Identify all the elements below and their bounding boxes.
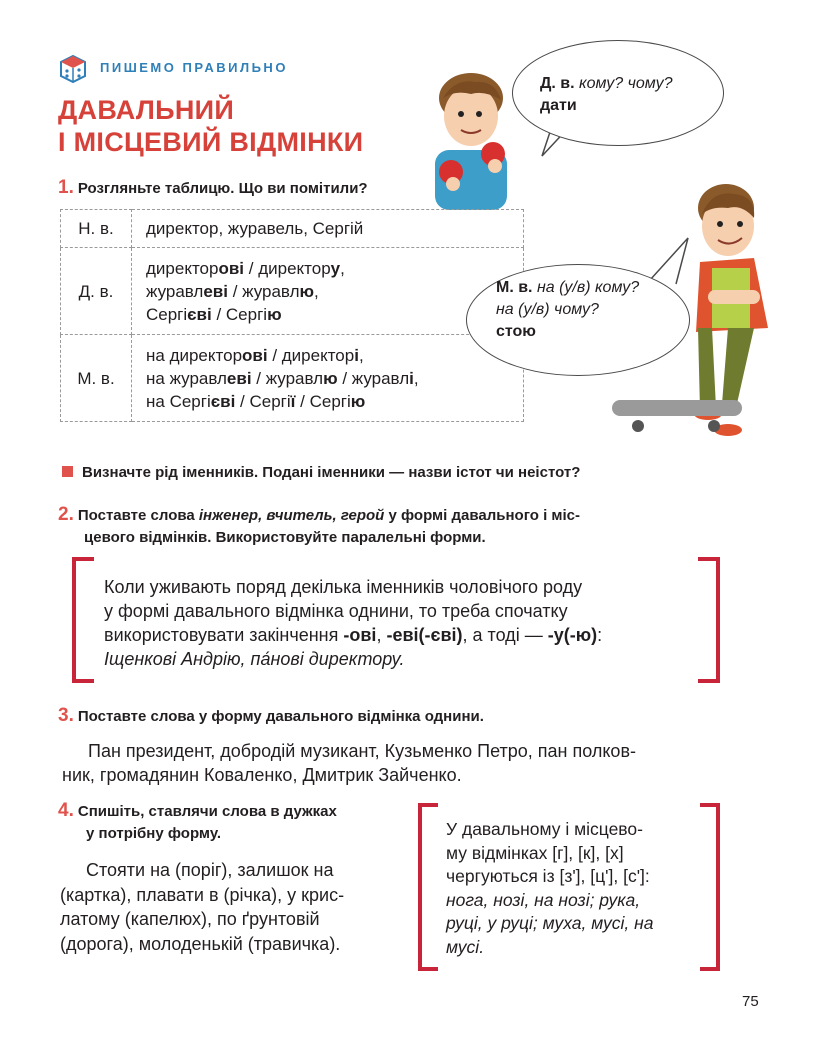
rule-2-line-2: му відмінках [г], [к], [х] — [446, 842, 624, 863]
ending-segment: ові — [242, 345, 268, 365]
rule-1-colon: : — [597, 625, 603, 645]
task-3 — [58, 705, 484, 728]
stem-segment: / Сергі — [295, 391, 351, 411]
table-row — [61, 248, 524, 335]
rule-1-line-2: у формі давального відмінка однини, то треба спочатку — [104, 601, 568, 621]
case-endings-table — [60, 209, 524, 422]
task-4-number: 4. — [58, 800, 74, 821]
rule-2-line-5: руці, у руці; муха, мусі, на — [446, 913, 654, 933]
rule-1-line-1: Коли уживають поряд декілька іменників чоловічого роду — [104, 577, 583, 597]
rule-1-text-b: , а тоді — — [462, 625, 548, 645]
rule-1-right-bracket — [698, 557, 720, 683]
task-4-line-2: у потрібну форму. — [86, 825, 222, 842]
rule-2-text — [446, 818, 694, 959]
rule-1-text-a: використовувати закінчення — [104, 625, 344, 645]
rule-2-line-6: мусі. — [446, 936, 485, 957]
ending-evi: -еві(-єві) — [386, 625, 463, 645]
rule-1-left-bracket — [72, 557, 94, 683]
ending-segment: ю — [323, 368, 338, 388]
task-2-text-b: у формі давального і міс- — [384, 507, 581, 524]
forms-cell — [132, 248, 524, 335]
ending-segment: ю — [299, 281, 315, 301]
stem-segment: директор — [146, 258, 219, 278]
locative-case-label: М. в. — [496, 279, 533, 296]
stem-segment: / директор — [244, 258, 331, 278]
rule-1-example — [104, 647, 692, 671]
task-3-number: 3. — [58, 705, 74, 726]
boy-on-skateboard-illustration — [604, 178, 784, 448]
form-line — [146, 280, 513, 303]
page-title — [58, 94, 363, 158]
ending-segment: ї — [290, 391, 296, 411]
rule-1-example-a: Іщенкові Андрію, па — [104, 649, 271, 669]
task-3-text: Поставте слова у форму давального відмінка однини. — [77, 708, 484, 725]
stem-segment: / журавл — [227, 281, 300, 301]
stem-segment: , — [413, 368, 419, 388]
task-4-text-1: Стояти на (поріг), залишок на — [86, 860, 334, 880]
case-cell: Д. в. — [61, 248, 132, 335]
rule-1-line-3 — [104, 623, 692, 647]
ending-segment: у — [330, 258, 341, 278]
ending-segment: єві — [210, 391, 236, 411]
stem-segment: / Сергі — [211, 304, 268, 324]
ending-segment: еві — [203, 281, 228, 301]
rule-1-example-b: нові директору. — [270, 649, 405, 669]
form-line — [146, 217, 513, 240]
ending-segment: еві — [226, 368, 252, 388]
task-1 — [58, 177, 368, 200]
stem-segment: / журавл — [337, 368, 410, 388]
rule-2-right-bracket — [700, 803, 720, 971]
rule-2-line-3: чергуються із [з'], [ц'], [с']: — [446, 866, 650, 886]
rule-2-line-4: нога, нозі, на нозі; рука, — [446, 889, 641, 910]
ending-segment: ю — [267, 304, 282, 324]
table-row — [61, 210, 524, 248]
stem-segment: Сергі — [146, 304, 188, 324]
task-1-text: Розгляньте таблицю. Що ви помітили? — [77, 180, 368, 197]
form-line — [146, 390, 513, 413]
section-label: ПИШЕМО ПРАВИЛЬНО — [100, 60, 288, 75]
task-2-words: інженер, вчитель, герой — [198, 507, 385, 524]
task-2 — [58, 504, 580, 549]
stem-segment: на директор — [146, 345, 243, 365]
dative-question: кому? чому? — [579, 75, 673, 92]
task-4-text-2: (картка), плавати в (річка), у крис- — [60, 884, 345, 905]
form-line — [146, 367, 513, 390]
stem-segment: на журавл — [146, 368, 227, 388]
rule-1-text — [104, 575, 692, 671]
bullet-task-text: Визначте рід іменників. Подані іменники — назви істот чи неістот? — [82, 464, 581, 481]
locative-verb: стою — [496, 323, 536, 340]
task-4-text-4: (дорога), молоденькій (травичка). — [60, 933, 341, 954]
stem-segment: / директор — [267, 345, 355, 365]
rule-1-sep: , — [376, 625, 387, 645]
dative-verb: дати — [540, 97, 577, 114]
ending-segment: ю — [350, 391, 366, 411]
task-3-body — [62, 739, 732, 787]
stem-segment: / Сергі — [235, 391, 291, 411]
stem-segment: , — [340, 258, 345, 278]
forms-cell — [132, 210, 524, 248]
task-2-text-c: цевого відмінків. Використовуйте паралельні форми. — [84, 529, 486, 546]
task-3-line-2: ник, громадянин Коваленко, Дмитрик Зайченко. — [62, 765, 462, 785]
form-line — [146, 257, 513, 280]
task-4-text-3: латому (капелюх), по ґрунтовій — [60, 909, 320, 929]
stem-segment: журавл — [146, 281, 204, 301]
form-line — [146, 344, 513, 367]
stem-segment: / журавл — [251, 368, 324, 388]
form-line — [146, 303, 513, 326]
task-4 — [58, 800, 398, 845]
ending-ovi: -ові — [343, 625, 377, 645]
speech-bubble-dative-text — [540, 73, 672, 117]
ending-segment: єві — [187, 304, 212, 324]
case-cell: М. в. — [61, 335, 132, 422]
bullet-square-icon — [62, 466, 73, 477]
task-2-text-a: Поставте слова — [77, 507, 199, 524]
locative-question-2: на (у/в) чому? — [496, 301, 599, 318]
rule-2-left-bracket — [418, 803, 438, 971]
locative-question-1: на (у/в) кому? — [536, 279, 640, 296]
title-line-1: ДАВАЛЬНИЙ — [58, 95, 235, 125]
ending-segment: і — [354, 345, 359, 365]
forms-cell — [132, 335, 524, 422]
ending-segment: і — [409, 368, 414, 388]
section-icon — [58, 54, 88, 84]
stem-segment: , — [314, 281, 319, 301]
bullet-task — [62, 462, 580, 484]
task-2-number: 2. — [58, 504, 74, 525]
table-row — [61, 335, 524, 422]
stem-segment: директор, журавель, Сергій — [146, 219, 364, 238]
stem-segment: , — [358, 345, 364, 365]
stem-segment: на Сергі — [146, 391, 211, 411]
task-3-line-1: Пан президент, добродій музикант, Кузьменко Петро, пан полков- — [88, 741, 636, 761]
task-4-body — [60, 858, 398, 956]
dative-case-label: Д. в. — [540, 75, 575, 92]
case-cell: Н. в. — [61, 210, 132, 248]
page-number: 75 — [742, 993, 759, 1010]
ending-u: -у(-ю) — [547, 625, 598, 645]
task-1-number: 1. — [58, 177, 74, 198]
speech-bubble-dative-tail-mask — [553, 125, 573, 131]
boy-with-apples-illustration — [415, 68, 527, 210]
title-line-2: І МІСЦЕВИЙ ВІДМІНКИ — [58, 127, 364, 157]
rule-2-line-1: У давальному і місцево- — [446, 819, 643, 839]
ending-segment: ові — [218, 258, 245, 278]
task-4-line-1: Спишіть, ставлячи слова в дужках — [77, 803, 337, 820]
